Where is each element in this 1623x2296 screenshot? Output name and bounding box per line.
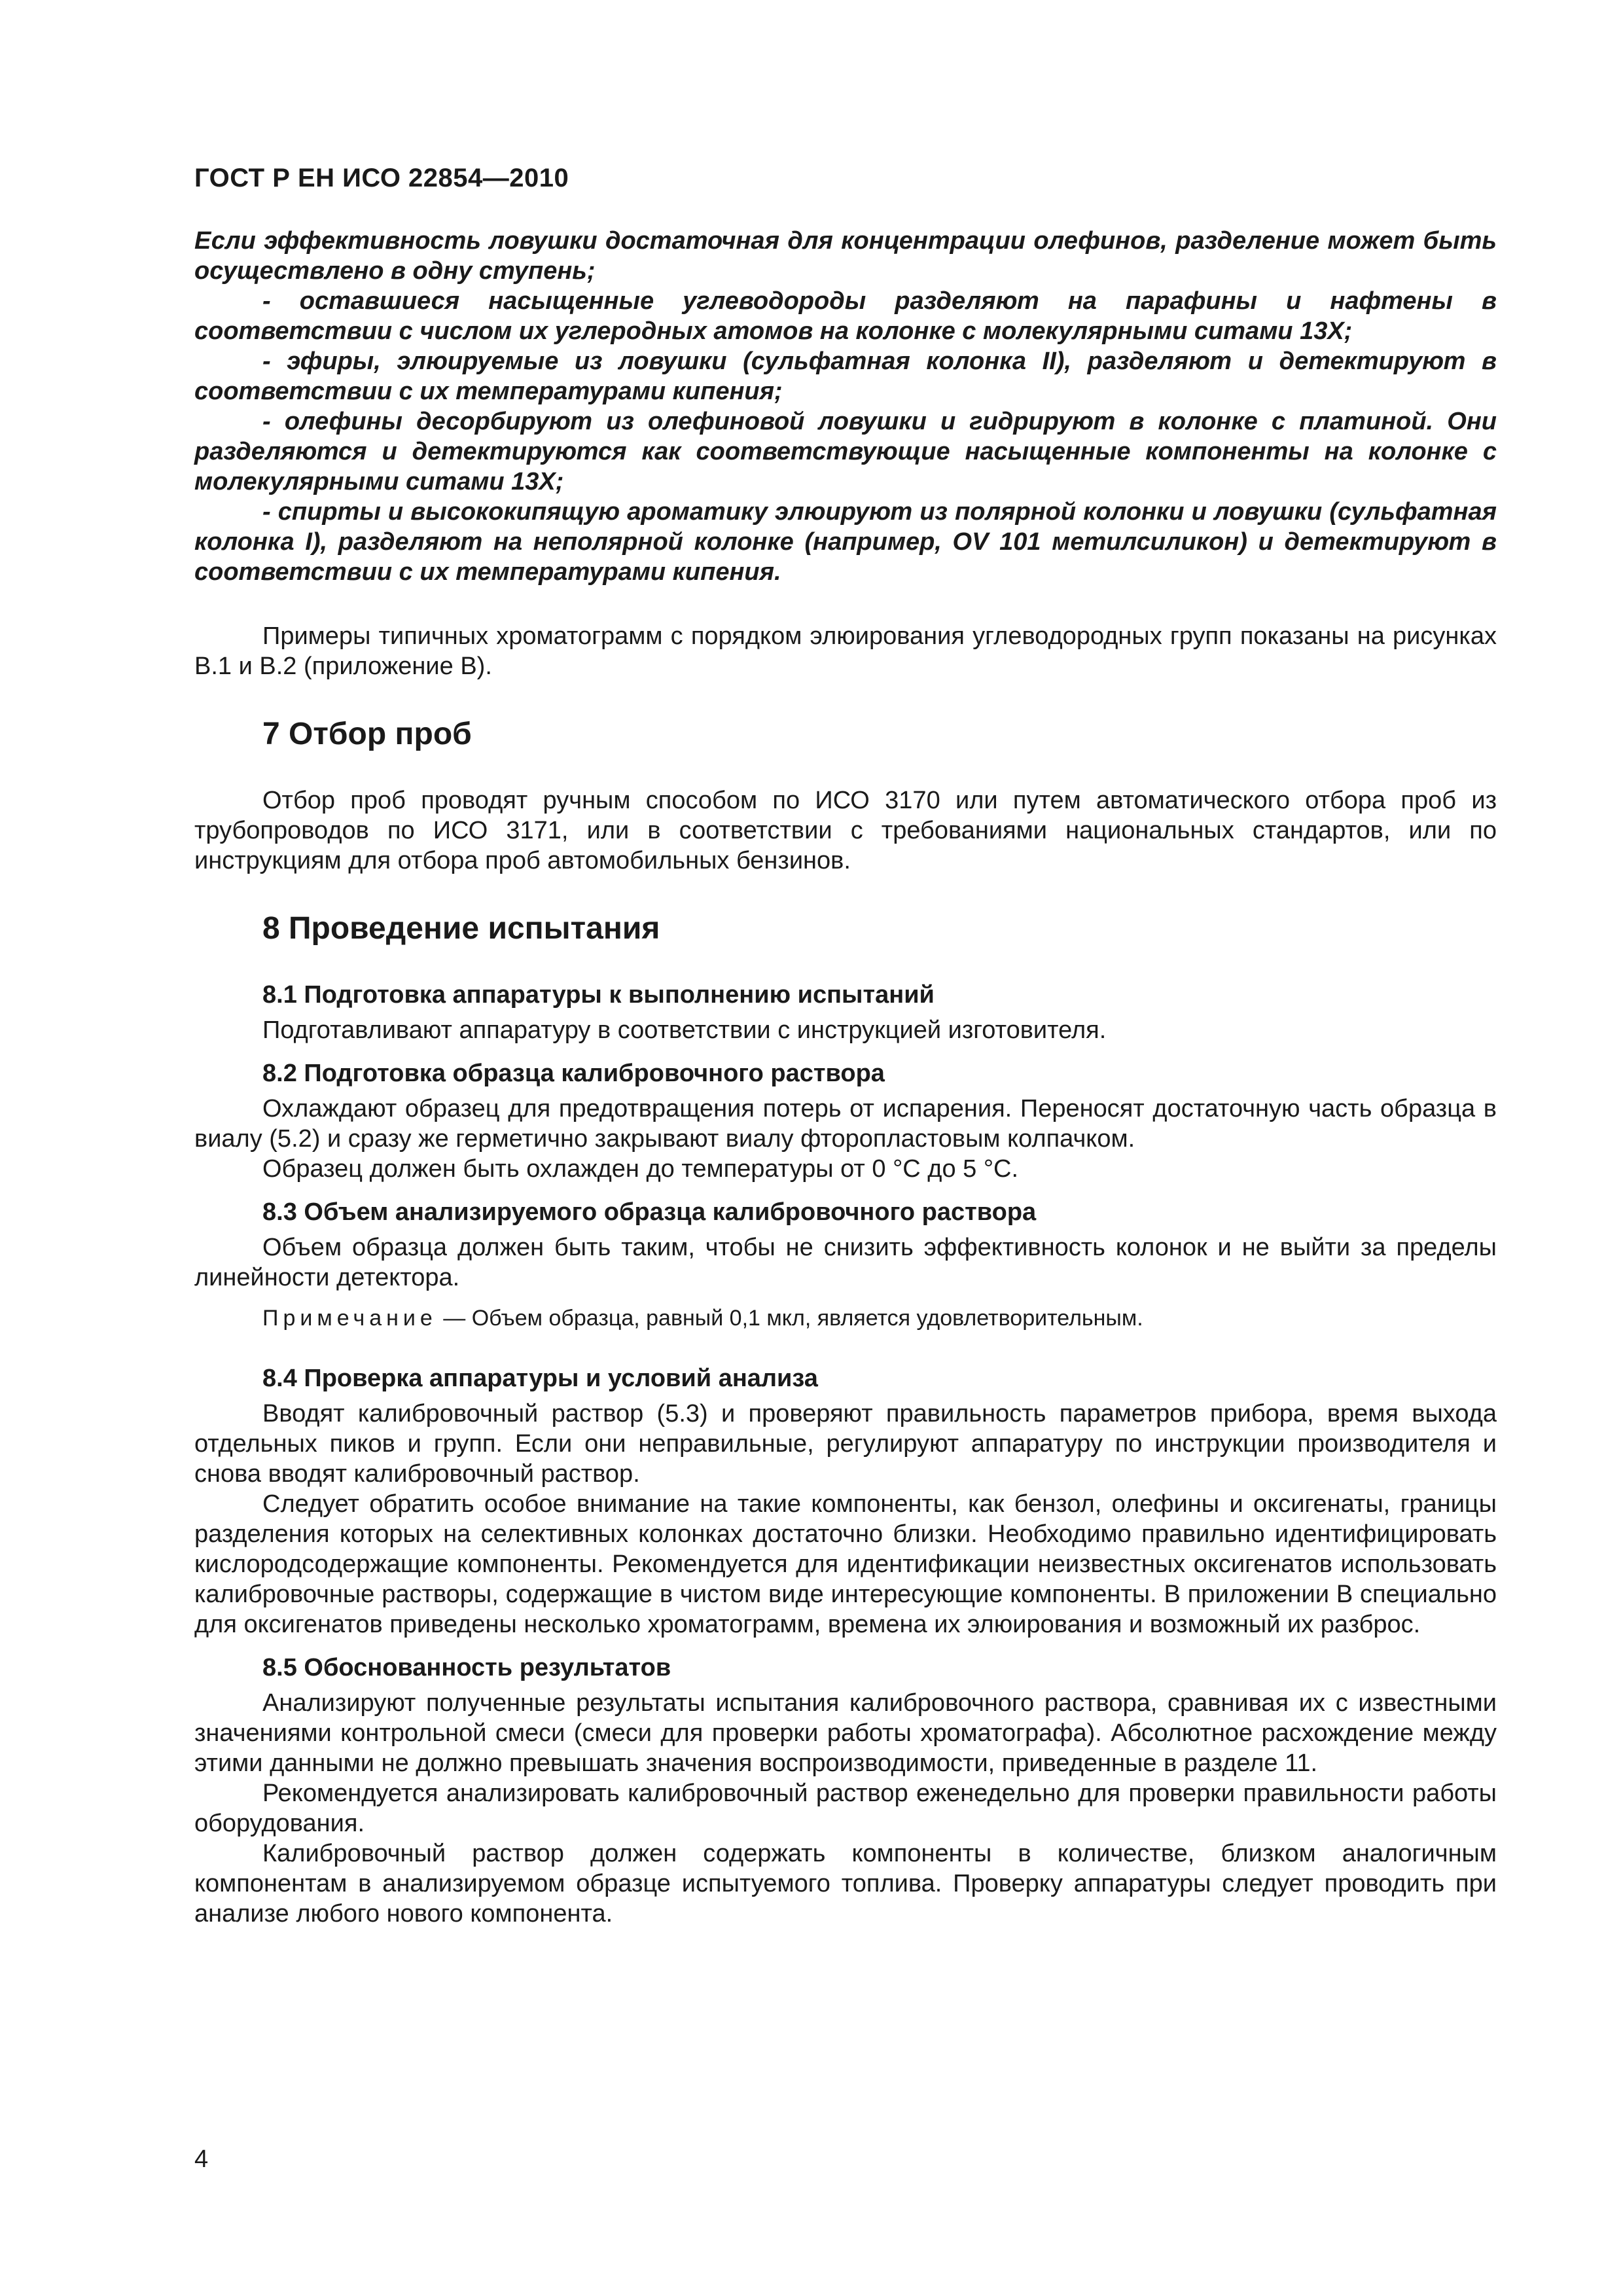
subsection-8-3-text: Объем образца должен быть таким, чтобы не снизить эффективность колонок и не выйти за пределы линейности детектора.	[194, 1234, 1497, 1291]
examples-paragraph: Примеры типичных хроматограмм с порядком элюирования углеводородных групп показаны на рисунках B.1 и B.2 (приложение B).	[194, 622, 1497, 680]
note	[194, 1303, 1497, 1333]
list-item: - оставшиеся насыщенные углеводороды разделяют на парафины и нафтены в соответствии с числом их углеродных атомов на колонке с молекулярными ситами 13X;	[194, 287, 1497, 345]
subsection-8-2-heading: 8.2 Подготовка образца калибровочного раствора	[262, 1060, 885, 1087]
page-content	[194, 226, 1497, 1929]
list-item: - олефины десорбируют из олефиновой ловушки и гидрируют в колонке с платиной. Они разделяются и детектируются как соответствующие насыщенные компоненты на колонке с молекулярными ситами 13X;	[194, 408, 1497, 495]
subsection-8-5-paragraph: Рекомендуется анализировать калибровочный раствор еженедельно для проверки правильности работы оборудования.	[194, 1780, 1497, 1837]
subsection-8-2-paragraph: Образец должен быть охлажден до температуры от 0 °С до 5 °С.	[262, 1155, 1019, 1183]
subsection-8-2-paragraph: Охлаждают образец для предотвращения потерь от испарения. Переносят достаточную часть образца в виалу (5.2) и сразу же герметично закрывают виалу фторопластовым колпачком.	[194, 1095, 1497, 1153]
document-header: ГОСТ Р ЕН ИСО 22854—2010	[194, 164, 569, 192]
subsection-8-3-heading: 8.3 Объем анализируемого образца калибровочного раствора	[262, 1198, 1037, 1226]
subsection-8-4-paragraph: Вводят калибровочный раствор (5.3) и проверяют правильность параметров прибора, время выхода отдельных пиков и групп. Если они неправильные, регулируют аппаратуру по инструкции производителя и снова вводят калибровочный раствор.	[194, 1400, 1497, 1488]
note-text: — Объем образца, равный 0,1 мкл, является удовлетворительным.	[437, 1306, 1143, 1331]
list-item: - спирты и высококипящую ароматику элюируют из полярной колонки и ловушки (сульфатная колонка I), разделяют на неполярной колонке (например, OV 101 метилсиликон) и детектируют в соответствии с их температурами кипения.	[194, 498, 1497, 586]
section-7-text: Отбор проб проводят ручным способом по ИСО 3170 или путем автоматического отбора проб из трубопроводов по ИСО 3171, или в соответствии с требованиями национальных стандартов, или по инструкциям для отбора проб автомобильных бензинов.	[194, 787, 1497, 874]
subsection-8-4-heading: 8.4 Проверка аппаратуры и условий анализа	[262, 1365, 818, 1392]
note-label: Примечание	[262, 1306, 437, 1331]
list-item: - эфиры, элюируемые из ловушки (сульфатная колонка II), разделяют и детектируют в соответствии с их температурами кипения;	[194, 348, 1497, 405]
intro-paragraph: Если эффективность ловушки достаточная для концентрации олефинов, разделение может быть осуществлено в одну ступень;	[194, 227, 1497, 285]
subsection-8-1-heading: 8.1 Подготовка аппаратуры к выполнению испытаний	[262, 981, 935, 1009]
page-number: 4	[194, 2145, 209, 2173]
subsection-8-5-paragraph: Калибровочный раствор должен содержать компоненты в количестве, близком аналогичным компонентам в анализируемом образце испытуемого топлива. Проверку аппаратуры следует проводить при анализе любого нового компонента.	[194, 1840, 1497, 1928]
subsection-8-5-paragraph: Анализируют полученные результаты испытания калибровочного раствора, сравнивая их с известными значениями контрольной смеси (смеси для проверки работы хроматографа). Абсолютное расхождение между этими данными не должно превышать значения воспроизводимости, приведенные в разделе 11.	[194, 1689, 1497, 1777]
section-7-heading: 7 Отбор проб	[262, 717, 472, 751]
subsection-8-1-text: Подготавливают аппаратуру в соответствии с инструкцией изготовителя.	[262, 1016, 1107, 1044]
section-8-heading: 8 Проведение испытания	[262, 911, 660, 946]
subsection-8-4-paragraph: Следует обратить особое внимание на такие компоненты, как бензол, олефины и оксигенаты, границы разделения которых на селективных колонках достаточно близки. Необходимо правильно идентифицировать кислородсодержащие компоненты. Рекомендуется для идентификации неизвестных оксигенатов использовать калибровочные растворы, содержащие в чистом виде интересующие компоненты. В приложении B специально для оксигенатов приведены несколько хроматограмм, времена их элюирования и возможный их разброс.	[194, 1490, 1497, 1638]
subsection-8-5-heading: 8.5 Обоснованность результатов	[262, 1654, 671, 1681]
